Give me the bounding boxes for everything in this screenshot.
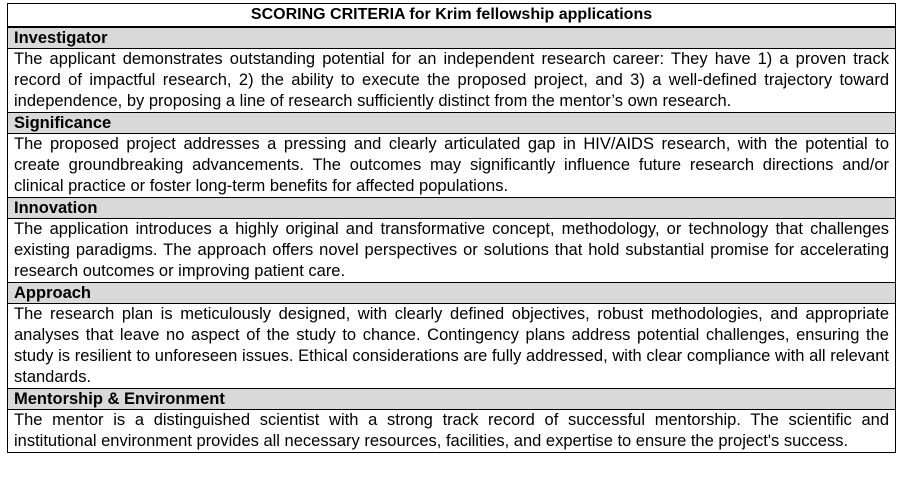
scoring-criteria-table <box>7 3 896 453</box>
section-heading: Innovation <box>8 197 895 219</box>
section-heading: Mentorship & Environment <box>8 388 895 410</box>
section-innovation <box>8 197 895 282</box>
table-title: SCORING CRITERIA for Krim fellowship applications <box>8 4 895 27</box>
section-text: The application introduces a highly original and transformative concept, methodology, or technology that challenges existing paradigms. The approach offers novel perspectives or solutions that hold substantial promise for accelerating research outcomes or improving patient care. <box>14 220 889 280</box>
section-approach <box>8 282 895 388</box>
section-investigator <box>8 27 895 112</box>
section-text: The research plan is meticulously designed, with clearly defined objectives, robust methodologies, and appropriate analyses that leave no aspect of the study to chance. Contingency plans address potential challenges, ensuring the study is resilient to unforeseen issues. Ethical considerations are fully addressed, with clear compliance with all relevant standards. <box>14 305 889 386</box>
section-heading: Approach <box>8 282 895 304</box>
section-text: The proposed project addresses a pressing and clearly articulated gap in HIV/AIDS research, with the potential to create groundbreaking advancements. The outcomes may significantly influence future research directions and/or clinical practice or foster long-term benefits for affected populations. <box>14 135 889 195</box>
section-text: The mentor is a distinguished scientist with a strong track record of successful mentorship. The scientific and institutional environment provides all necessary resources, facilities, and expertise to ensure the project's success. <box>14 411 889 450</box>
section-text: The applicant demonstrates outstanding potential for an independent research career: They have 1) a proven track record of impactful research, 2) the ability to execute the proposed project, and 3) a well-defined trajectory toward independence, by proposing a line of research sufficiently distinct from the mentor’s own research. <box>14 50 889 110</box>
section-heading: Investigator <box>8 27 895 49</box>
section-mentorship-environment <box>8 388 895 452</box>
section-heading: Significance <box>8 112 895 134</box>
section-significance <box>8 112 895 197</box>
